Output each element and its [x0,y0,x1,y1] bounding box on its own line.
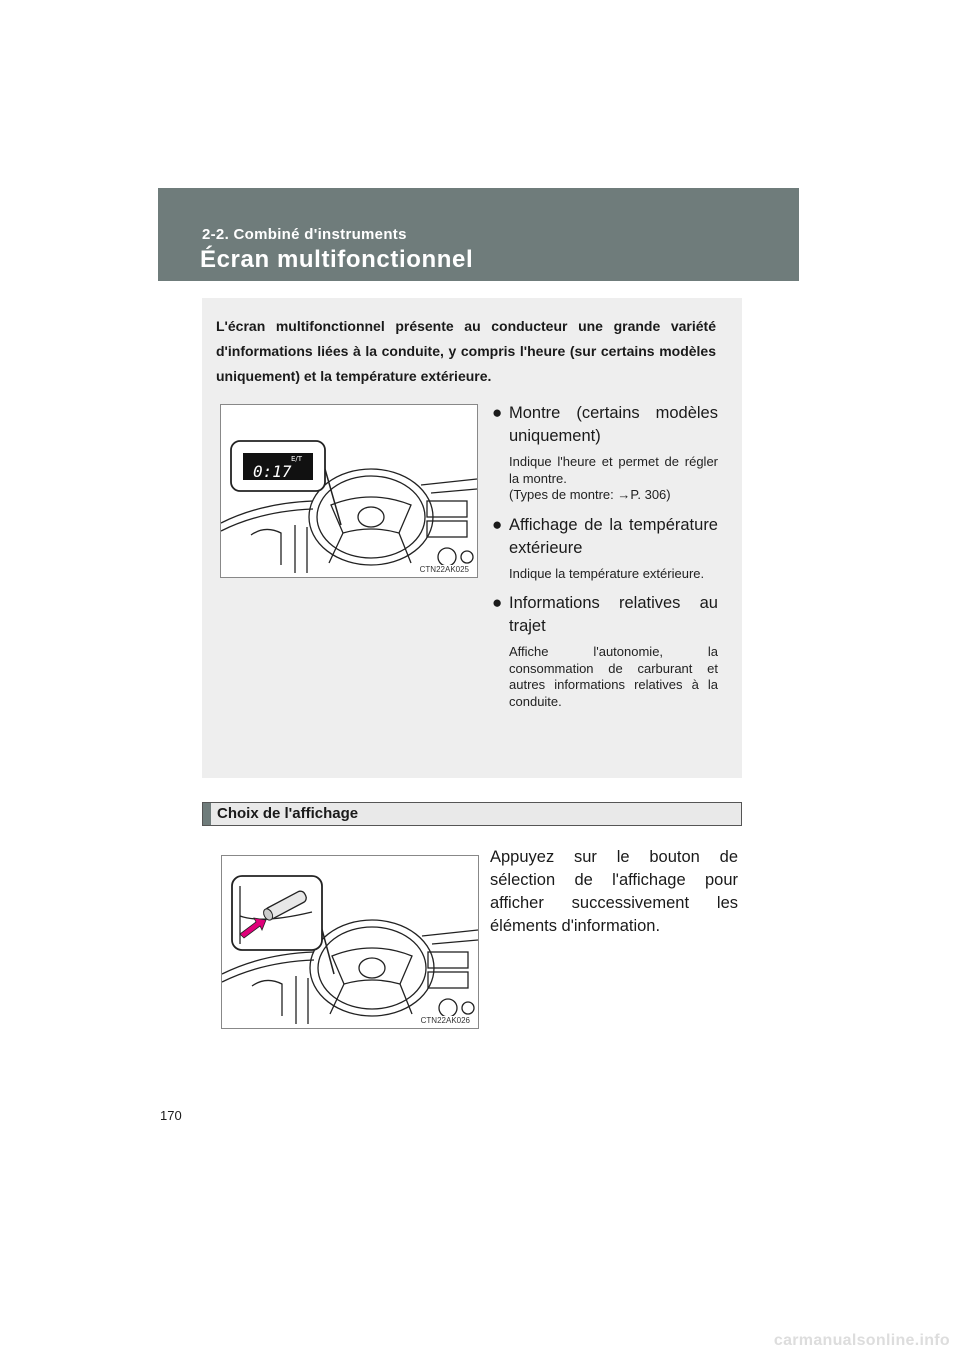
list-item [492,514,718,583]
watermark: carmanualsonline.info [773,1332,950,1349]
page-number: 170 [160,1108,182,1123]
feature-title: Informations relatives au trajet [509,594,718,635]
page-title: Écran multifonctionnel [200,246,474,273]
figure-code: CTN22AK026 [420,1016,470,1025]
list-item [492,592,718,710]
illustration-clock [220,404,478,578]
figure-code: CTN22AK025 [419,565,469,574]
display-mode-label: E/T [291,455,303,463]
feature-list [492,402,718,720]
instruction-text: Appuyez sur le bouton de sélection de l'affichage pour afficher successivement les éléments d'information. [490,848,738,935]
feature-description: Affiche l'autonomie, la consommation de carburant et autres informations relatives à la conduite. [509,644,718,709]
page-reference: (Types de montre: →P. 306) [509,487,671,502]
feature-description: Indique l'heure et permet de régler la montre. [509,454,718,486]
list-item [492,402,718,504]
section-heading-text: Choix de l'affichage [217,805,359,822]
illustration-button [221,855,479,1029]
bullet-icon: ● [492,403,503,422]
info-box [202,298,742,778]
display-time-label: 0:17 [253,462,292,481]
heading-accent-bar [203,803,211,825]
section-label: 2-2. Combiné d'instruments [202,226,407,243]
bullet-icon: ● [492,593,503,612]
feature-title: Affichage de la température extérieure [509,515,718,557]
dashboard-button-illustration [222,856,478,1028]
dashboard-illustration [221,405,477,577]
section-heading [202,802,742,826]
bullet-icon: ● [492,514,503,534]
feature-description: Indique la température extérieure. [509,565,705,581]
feature-title: Montre (certains modèles uniquement) [509,404,718,445]
chapter-header [158,188,799,281]
intro-paragraph: L'écran multifonctionnel présente au conducteur une grande variété d'informations liées à la conduite, y compris l'heure (sur certains modèles uniquement) et la température extérieure. [216,318,716,384]
